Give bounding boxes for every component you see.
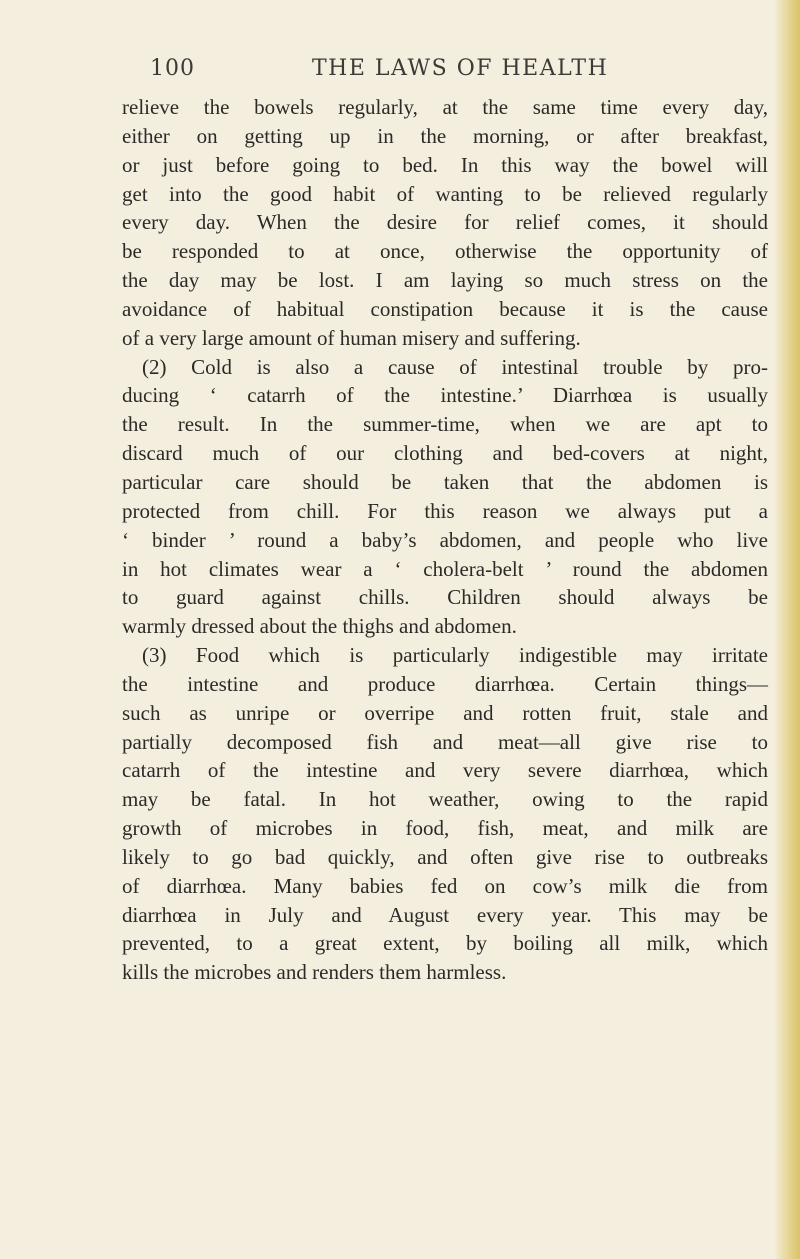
text-line: in hot climates wear a ‘ cholera-belt ’ round the abdomen (122, 556, 768, 581)
text-line: discard much of our clothing and bed-covers at night, (122, 441, 768, 466)
text-line: may be fatal. In hot weather, owing to the rapid (122, 787, 768, 812)
text-line: be responded to at once, otherwise the opportunity of (122, 239, 768, 264)
text-line: such as unripe or overripe and rotten fruit, stale and (122, 700, 768, 725)
text-line: prevented, to a great extent, by boiling all milk, which (122, 931, 768, 956)
text-line: warmly dressed about the thighs and abdomen. (122, 614, 517, 639)
text-line: growth of microbes in food, fish, meat, and milk are (122, 816, 768, 841)
text-line: kills the microbes and renders them harmless. (122, 960, 507, 985)
text-line: particular care should be taken that the abdomen is (122, 469, 768, 494)
text-line: relieve the bowels regularly, at the same time every day, (122, 95, 768, 119)
page-header (150, 56, 790, 86)
text-line: get into the good habit of wanting to be relieved regularly (122, 181, 768, 206)
text-line: the intestine and produce diarrhœa. Certain things— (122, 671, 768, 696)
text-line: the result. In the summer-time, when we are apt to (122, 412, 768, 437)
text-line: of a very large amount of human misery and suffering. (122, 325, 581, 350)
running-title: THE LAWS OF HEALTH (312, 56, 609, 81)
text-line: the day may be lost. I am laying so much stress on the (122, 268, 768, 293)
text-line: every day. When the desire for relief comes, it should (122, 210, 768, 235)
text-line: or just before going to bed. In this way the bowel will (122, 152, 768, 177)
page-number: 100 (150, 56, 195, 81)
body-text (122, 93, 768, 987)
text-line: protected from chill. For this reason we always put a (122, 498, 768, 523)
text-line: diarrhœa in July and August every year. This may be (122, 902, 768, 927)
text-line: ducing ‘ catarrh of the intestine.’ Diarrhœa is usually (122, 383, 768, 408)
text-line: to guard against chills. Children should always be (122, 585, 768, 610)
text-line: catarrh of the intestine and very severe diarrhœa, which (122, 758, 768, 783)
text-line: of diarrhœa. Many babies fed on cow’s milk die from (122, 873, 768, 898)
paragraph-start-line: (3) Food which is particularly indigestible may irritate (142, 643, 768, 668)
page-edge (774, 0, 800, 1259)
text-line: partially decomposed fish and meat—all give rise to (122, 729, 768, 754)
text-line: likely to go bad quickly, and often give rise to outbreaks (122, 844, 768, 869)
paragraph-start-line: (2) Cold is also a cause of intestinal trouble by pro- (142, 354, 768, 379)
text-line: ‘ binder ’ round a baby’s abdomen, and people who live (122, 527, 768, 552)
text-line: avoidance of habitual constipation because it is the cause (122, 296, 768, 321)
text-line: either on getting up in the morning, or after breakfast, (122, 123, 768, 148)
